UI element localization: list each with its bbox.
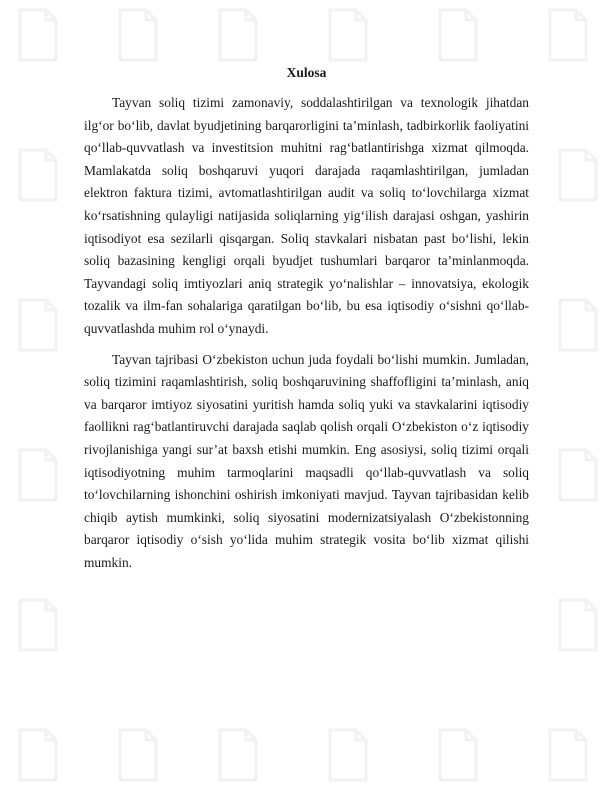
paragraph-conclusion-taiwan: Tayvan soliq tizimi zamonaviy, soddalashtirilgan va texnologik jihatdan ilg‘or bo‘lib, davlat byudjetining barqarorligini ta’minlash, tadbirkorlik faoliyatini qo‘llab-quvvatlash va investitsion muhitni rag‘batlantirishga xizmat qilmoqda. Mamlakatda soliq boshqaruvi yuqori darajada raqamlashtirilgan, jumladan elektron faktura tizimi, avtomatlashtirilgan audit va soliq to‘lovchilarga xizmat ko‘rsatishning qulayligi natijasida soliqlarning yig‘ilish darajasi oshgan, yashirin iqtisodiyot esa sezilarli qisqargan. Soliq stavkalari nisbatan past bo‘lishi, lekin soliq bazasining kengligi orqali byudjet tushumlari barqaror ta’minlanmoqda. Tayvandagi soliq imtiyozlari aniq strategik yo‘nalishlar – innovatsiya, ekologik tozalik va ilm-fan sohalariga qaratilgan bo‘lib, bu esa iqtisodiy o‘sishni qo‘llab-quvvatlashda muhim rol o‘ynaydi. <box>84 95 529 336</box>
document-page <box>84 62 529 582</box>
document-title: Xulosa <box>286 65 327 80</box>
paragraph-conclusion-uzbekistan: Tayvan tajribasi O‘zbekiston uchun juda foydali bo‘lishi mumkin. Jumladan, soliq tizimini raqamlashtirish, soliq boshqaruvining shaffofligini ta’minlash, aniq va barqaror imtiyoz siyosatini yuritish hamda soliq yuki va stavkalarini iqtisodiy faollikni rag‘batlantiruvchi darajada saqlab qolish orqali O‘zbekiston o‘z iqtisodiy rivojlanishiga yangi sur’at baxsh etishi mumkin. Eng asosiysi, soliq tizimi orqali iqtisodiyotning muhim tarmoqlarini maqsadli qo‘llab-quvvatlash va soliq to‘lovchilarning ishonchini oshirish imkoniyati mavjud. Tayvan tajribasidan kelib chiqib aytish mumkinki, soliq siyosatini modernizatsiyalash O‘zbekistonning barqaror iqtisodiy o‘sish yo‘lida muhim strategik vosita bo‘lib xizmat qilishi mumkin. <box>84 351 529 570</box>
